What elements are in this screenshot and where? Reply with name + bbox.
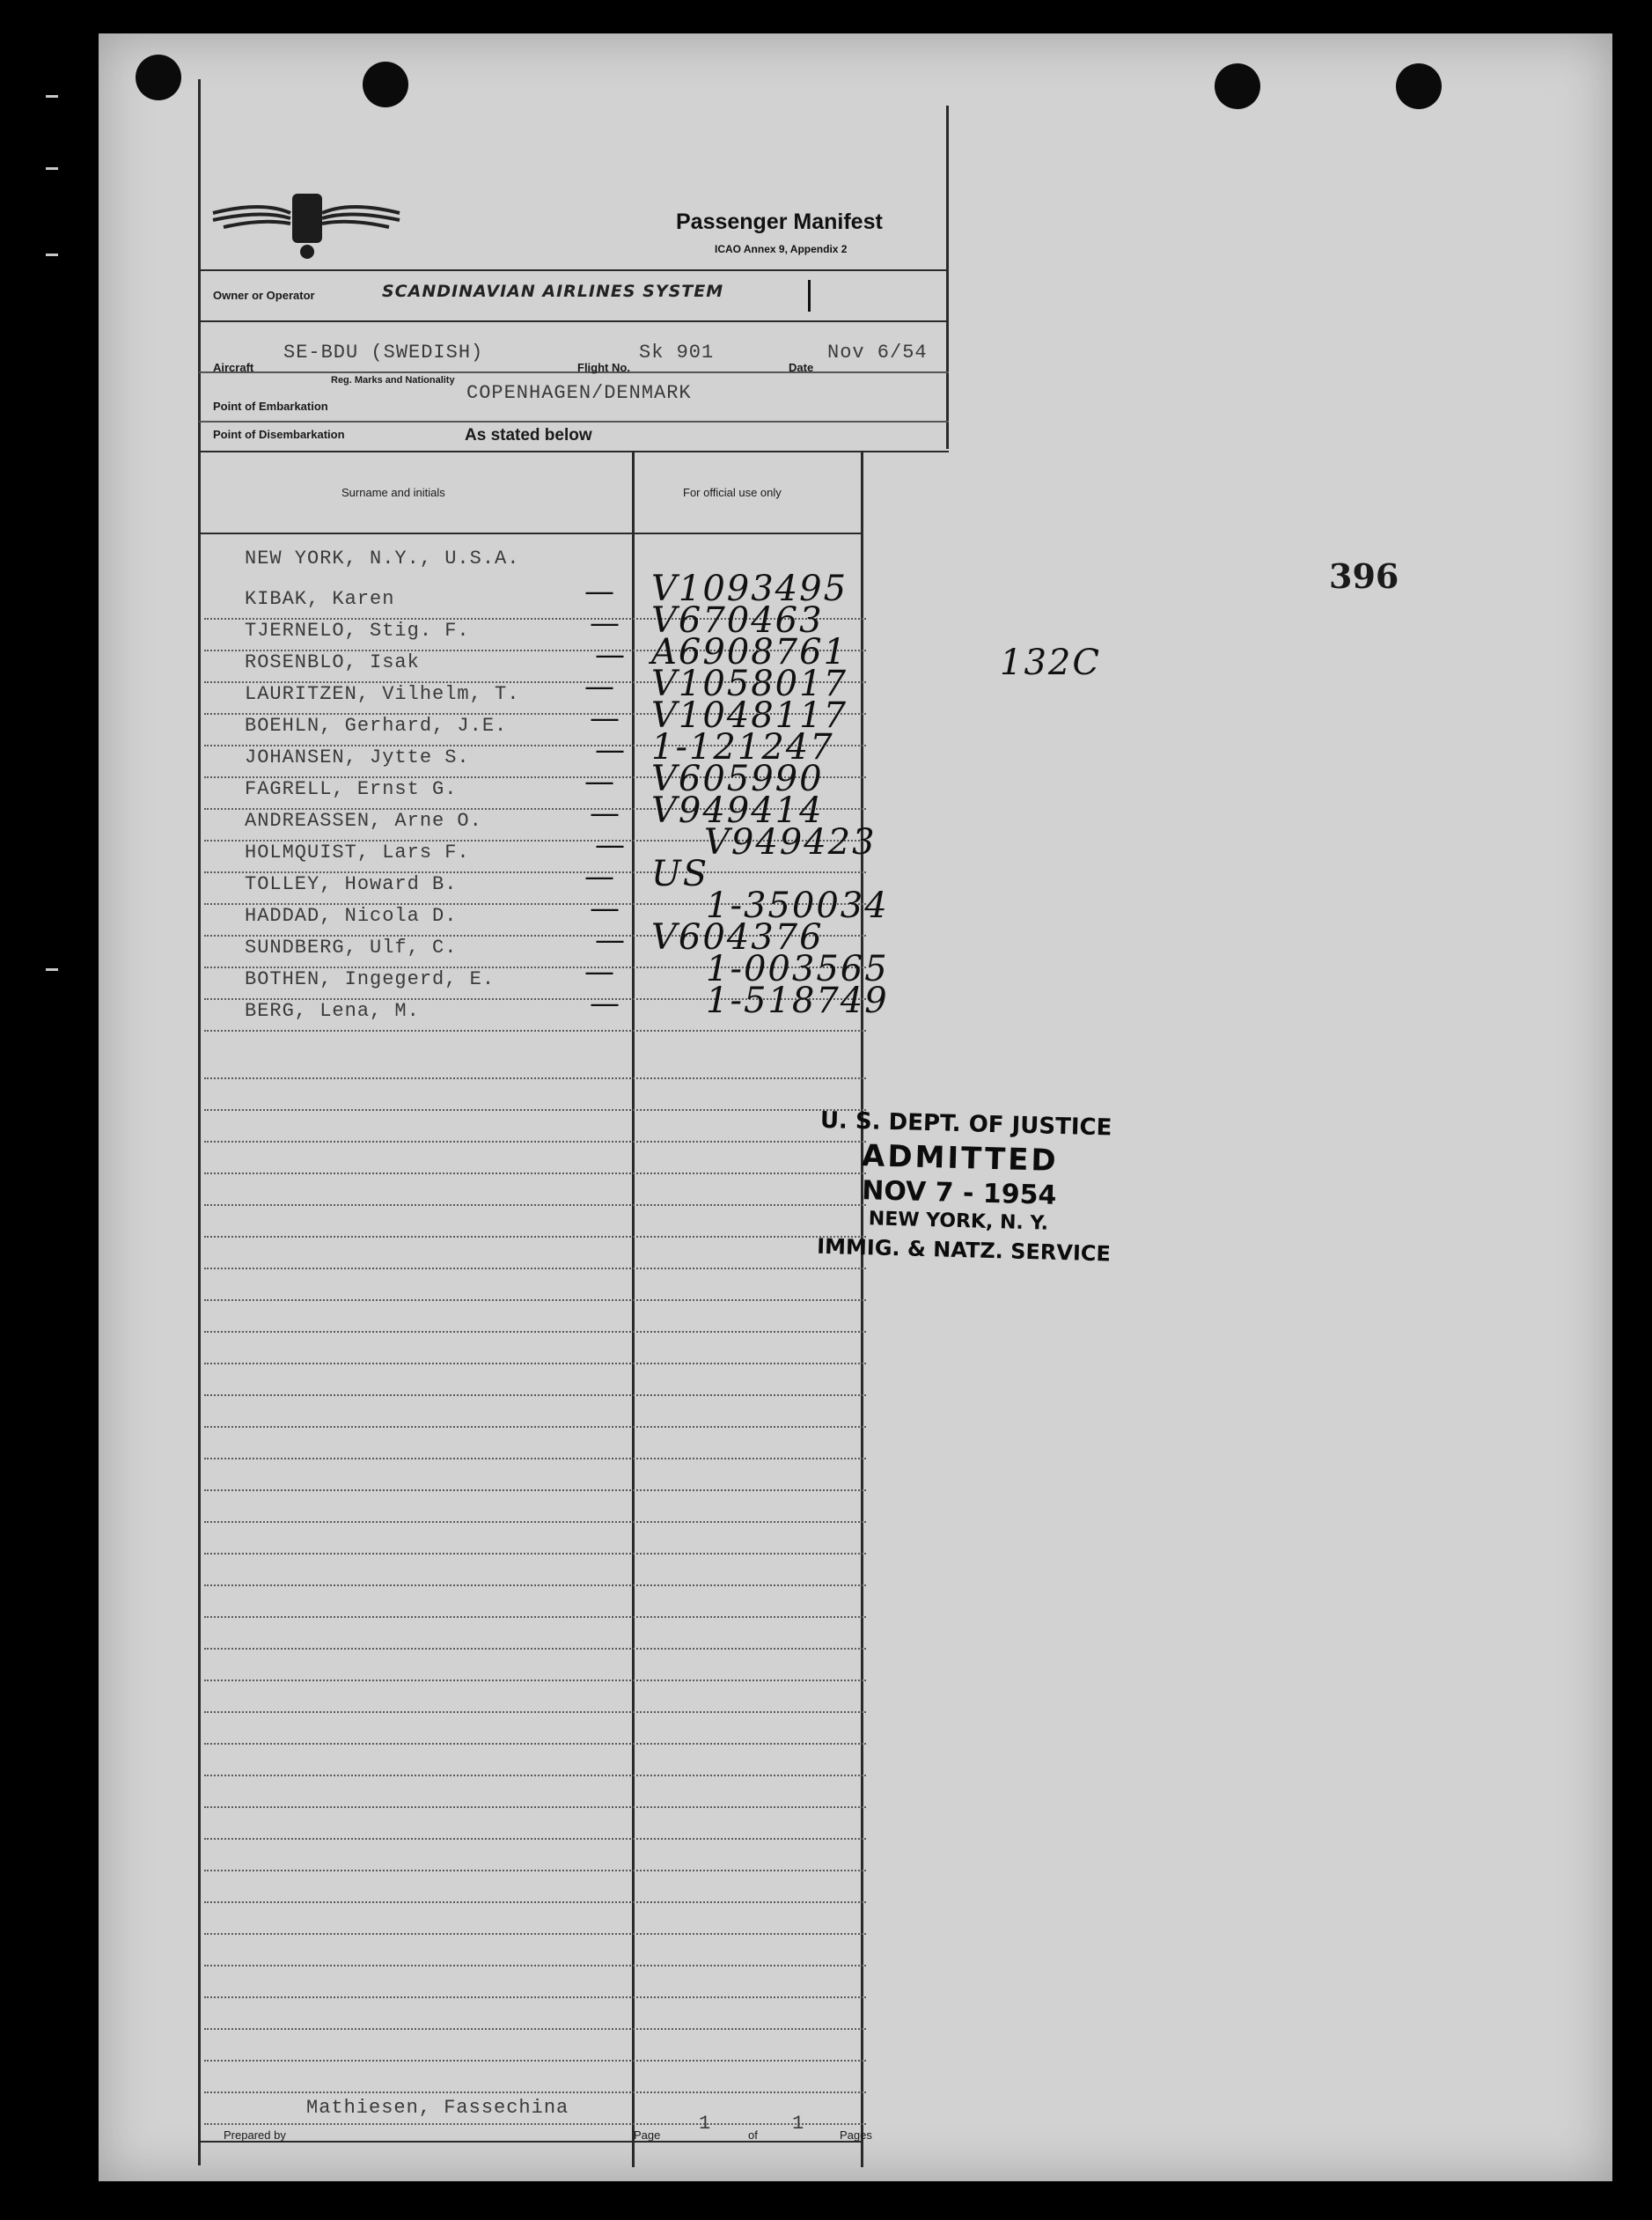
blank-row-rule bbox=[204, 1838, 866, 1840]
disembark-value: As stated below bbox=[465, 426, 592, 445]
blank-row-rule bbox=[204, 1172, 866, 1174]
edge-mark bbox=[46, 95, 58, 98]
check-mark: — bbox=[595, 732, 625, 768]
edge-mark bbox=[46, 968, 58, 971]
passenger-name: LAURITZEN, Vilhelm, T. bbox=[245, 683, 520, 705]
column-header-name: Surname and initials bbox=[341, 486, 445, 499]
document-number: A6908761 bbox=[651, 632, 848, 673]
check-mark: — bbox=[595, 923, 625, 958]
document-number: 1-121247 bbox=[651, 727, 834, 768]
edge-mark bbox=[46, 167, 58, 170]
rule bbox=[199, 421, 949, 423]
check-mark: — bbox=[590, 986, 620, 1021]
rule bbox=[199, 2141, 863, 2143]
manifest-title: Passenger Manifest bbox=[676, 210, 883, 234]
punch-hole bbox=[136, 55, 181, 100]
blank-row-rule bbox=[204, 1711, 866, 1713]
reg-label: Reg. Marks and Nationality bbox=[331, 375, 455, 386]
document-number: US bbox=[651, 854, 709, 894]
document-number: V604376 bbox=[651, 917, 824, 958]
page-value: 1 bbox=[699, 2113, 712, 2135]
aircraft-value: SE-BDU (SWEDISH) bbox=[283, 342, 484, 364]
passenger-name: HADDAD, Nicola D. bbox=[245, 905, 458, 927]
document-number: 1-350034 bbox=[706, 886, 889, 926]
rule bbox=[199, 371, 949, 373]
check-mark: — bbox=[584, 859, 614, 894]
check-mark: — bbox=[584, 764, 614, 799]
stamp-line: NEW YORK, N. Y. bbox=[868, 1208, 1049, 1235]
ink-mark bbox=[808, 280, 811, 312]
passenger-name: BERG, Lena, M. bbox=[245, 1000, 420, 1022]
passenger-name: BOTHEN, Ingegerd, E. bbox=[245, 968, 496, 990]
blank-row-rule bbox=[204, 1584, 866, 1586]
passenger-name: KIBAK, Karen bbox=[245, 588, 395, 610]
blank-row-rule bbox=[204, 1680, 866, 1681]
punch-hole bbox=[1396, 63, 1442, 109]
blank-row-rule bbox=[204, 1141, 866, 1143]
admitted-stamp bbox=[816, 1106, 1112, 1267]
row-rule bbox=[204, 1030, 866, 1032]
embark-label: Point of Embarkation bbox=[213, 400, 328, 413]
document-number: V949423 bbox=[704, 822, 877, 863]
passenger-name: SUNDBERG, Ulf, C. bbox=[245, 937, 458, 959]
destination: NEW YORK, N.Y., U.S.A. bbox=[245, 548, 520, 570]
blank-row-rule bbox=[204, 1743, 866, 1745]
blank-row-rule bbox=[204, 1268, 866, 1269]
manifest-subtitle: ICAO Annex 9, Appendix 2 bbox=[715, 243, 848, 255]
owner-label: Owner or Operator bbox=[213, 289, 315, 302]
blank-row-rule bbox=[204, 2028, 866, 2030]
check-mark: — bbox=[590, 891, 620, 926]
stamp-line: IMMIG. & NATZ. SERVICE bbox=[816, 1233, 1112, 1267]
blank-row-rule bbox=[204, 1806, 866, 1808]
document-number: V1048117 bbox=[651, 695, 848, 736]
document-number: V949414 bbox=[651, 790, 824, 831]
blank-row-rule bbox=[204, 1965, 866, 1966]
blank-row-rule bbox=[204, 1489, 866, 1491]
document-number: 1-003565 bbox=[706, 949, 889, 989]
stamp-line: NOV 7 - 1954 bbox=[861, 1175, 1057, 1211]
disembark-label: Point of Disembarkation bbox=[213, 428, 345, 441]
aircraft-label: Aircraft bbox=[213, 361, 254, 374]
blank-row-rule bbox=[204, 1363, 866, 1364]
document-number: V605990 bbox=[651, 759, 824, 799]
check-mark: — bbox=[584, 574, 614, 609]
blank-row-rule bbox=[204, 1553, 866, 1555]
of-label: of bbox=[748, 2128, 758, 2142]
passenger-name: JOHANSEN, Jytte S. bbox=[245, 746, 470, 768]
blank-row-rule bbox=[204, 1870, 866, 1871]
punch-hole bbox=[363, 62, 408, 107]
check-mark: — bbox=[590, 606, 620, 641]
side-note: 132C bbox=[1000, 643, 1101, 683]
blank-row-rule bbox=[204, 1775, 866, 1776]
pages-label: Pages bbox=[840, 2128, 872, 2142]
blank-row-rule bbox=[204, 1521, 866, 1523]
check-mark: — bbox=[590, 701, 620, 736]
blank-row-rule bbox=[204, 1996, 866, 1998]
date-value: Nov 6/54 bbox=[827, 342, 928, 364]
embark-value: COPENHAGEN/DENMARK bbox=[466, 382, 692, 404]
rule bbox=[199, 269, 949, 271]
date-label: Date bbox=[789, 361, 814, 374]
blank-row-rule bbox=[204, 1458, 866, 1459]
of-value: 1 bbox=[792, 2113, 805, 2135]
rule bbox=[199, 533, 863, 534]
blank-row-rule bbox=[204, 1236, 866, 1238]
passenger-name: BOEHLN, Gerhard, J.E. bbox=[245, 715, 508, 737]
check-mark: — bbox=[590, 796, 620, 831]
blank-row-rule bbox=[204, 1933, 866, 1935]
flight-value: Sk 901 bbox=[639, 342, 715, 364]
blank-row-rule bbox=[204, 1077, 866, 1079]
rule bbox=[199, 451, 949, 452]
blank-row-rule bbox=[204, 1426, 866, 1428]
column-header-official: For official use only bbox=[683, 486, 782, 499]
rule bbox=[199, 320, 949, 322]
document-number: 1-518749 bbox=[706, 981, 889, 1021]
column-divider bbox=[861, 451, 863, 2167]
passenger-name: TJERNELO, Stig. F. bbox=[245, 620, 470, 642]
airline-logo-icon bbox=[209, 183, 403, 262]
blank-row-rule bbox=[204, 2123, 866, 2125]
passenger-name: TOLLEY, Howard B. bbox=[245, 873, 458, 895]
document-number: V1058017 bbox=[651, 664, 848, 704]
stamp-line: U. S. DEPT. OF JUSTICE bbox=[819, 1106, 1112, 1142]
passenger-name: HOLMQUIST, Lars F. bbox=[245, 842, 470, 864]
punch-hole bbox=[1215, 63, 1260, 109]
passenger-name: FAGRELL, Ernst G. bbox=[245, 778, 458, 800]
blank-row-rule bbox=[204, 1109, 866, 1111]
blank-row-rule bbox=[204, 1331, 866, 1333]
blank-row-rule bbox=[204, 1901, 866, 1903]
blank-row-rule bbox=[204, 2091, 866, 2093]
blank-row-rule bbox=[204, 1204, 866, 1206]
form-right-border-top bbox=[946, 106, 949, 449]
blank-row-rule bbox=[204, 1299, 866, 1301]
flight-label: Flight No. bbox=[577, 361, 630, 374]
document-number: V1093495 bbox=[651, 569, 848, 609]
prepared-label: Prepared by bbox=[224, 2128, 286, 2142]
column-divider bbox=[632, 451, 635, 2167]
blank-row-rule bbox=[204, 1616, 866, 1618]
passenger-name: ROSENBLO, Isak bbox=[245, 651, 420, 673]
check-mark: — bbox=[584, 669, 614, 704]
blank-row-rule bbox=[204, 2060, 866, 2062]
passenger-name: ANDREASSEN, Arne O. bbox=[245, 810, 482, 832]
owner-value: SCANDINAVIAN AIRLINES SYSTEM bbox=[382, 282, 724, 301]
page-number: 396 bbox=[1329, 556, 1399, 596]
form-left-border bbox=[198, 79, 201, 2165]
blank-row-rule bbox=[204, 1394, 866, 1396]
check-mark: — bbox=[595, 827, 625, 863]
edge-mark bbox=[46, 254, 58, 256]
stamp-line: ADMITTED bbox=[861, 1138, 1060, 1179]
blank-row-rule bbox=[204, 1648, 866, 1650]
document-number: V670463 bbox=[651, 600, 824, 641]
prepared-value: Mathiesen, Fassechina bbox=[306, 2097, 569, 2119]
check-mark: — bbox=[584, 954, 614, 989]
check-mark: — bbox=[595, 637, 625, 673]
page-label: Page bbox=[634, 2128, 661, 2142]
